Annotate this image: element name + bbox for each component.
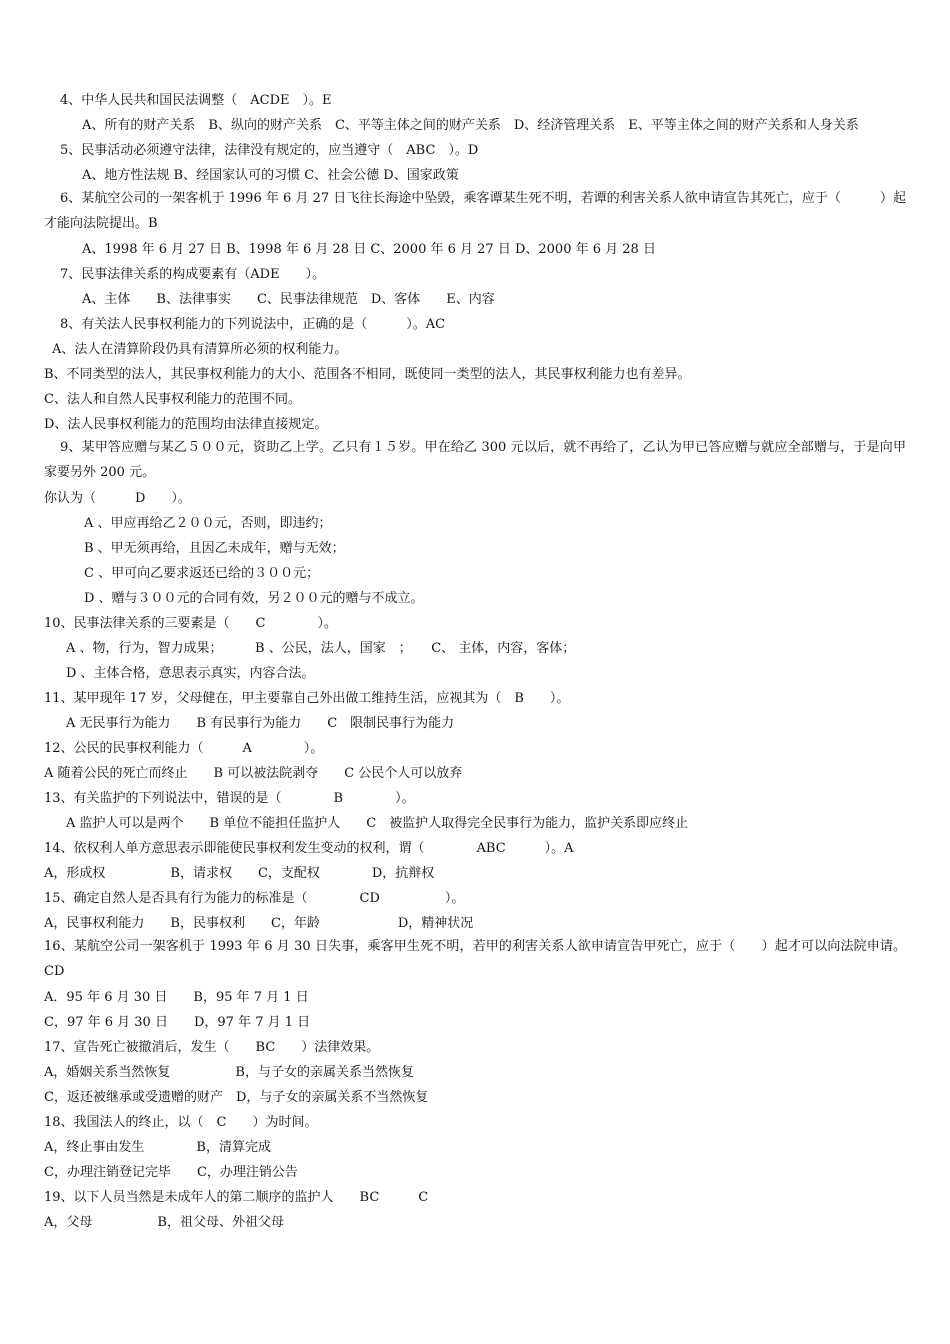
q7-options: A、主体 B、法律事实 C、民事法律规范 D、客体 E、内容: [82, 292, 495, 307]
q8-option-a: A、法人在清算阶段仍具有清算所必须的权利能力。: [52, 342, 348, 357]
q8-option-b: B、不同类型的法人，其民事权利能力的大小、范围各不相同，既使同一类型的法人，其民事权利能力也有差异。: [44, 367, 691, 382]
q9-option-b: B 、甲无须再给，且因乙未成年，赠与无效；: [84, 541, 345, 556]
q12-title: 12、公民的民事权利能力（ A ）。: [44, 741, 324, 756]
q10-option-d: D 、主体合格，意思表示真实，内容合法。: [66, 666, 315, 681]
q13-options: A 监护人可以是两个 B 单位不能担任监护人 C 被监护人取得完全民事行为能力，监护关系即应终止: [66, 816, 689, 831]
q13-title: 13、有关监护的下列说法中，错误的是（ B ）。: [44, 791, 415, 806]
q8-option-d: D、法人民事权利能力的范围均由法律直接规定。: [44, 417, 328, 432]
q15-title: 15、确定自然人是否具有行为能力的标准是（ CD ）。: [44, 891, 465, 906]
q17-options-cd: C，返还被继承或受遗赠的财产 D，与子女的亲属关系不当然恢复: [44, 1090, 429, 1105]
q10-options-abc: A 、物，行为，智力成果； B 、公民，法人，国家 ； C、 主体，内容，客体；: [66, 641, 576, 656]
q16-title: 16、某航空公司一架客机于 1993 年 6 月 30 日失事，乘客甲生死不明，若甲的利害关系人欲申请宣告甲死亡，应于（ ）起才可以向法院申请。CD: [44, 939, 906, 979]
q16-options-cd: C，97 年 6 月 30 日 D，97 年 7 月 1 日: [44, 1015, 311, 1030]
q10-title: 10、民事法律关系的三要素是（ C ）。: [44, 616, 337, 631]
q5-options: A、地方性法规 B、经国家认可的习惯 C、社会公德 D、国家政策: [82, 168, 459, 183]
q16-options-ab: A．95 年 6 月 30 日 B，95 年 7 月 1 日: [44, 990, 309, 1005]
q11-options: A 无民事行为能力 B 有民事行为能力 C 限制民事行为能力: [66, 716, 455, 731]
q19-title: 19、以下人员当然是未成年人的第二顺序的监护人 BC C: [44, 1190, 429, 1205]
q19-options: A，父母 B，祖父母、外祖父母: [44, 1215, 284, 1230]
q6-options: A、1998 年 6 月 27 日 B、1998 年 6 月 28 日 C、2000 年 6 月 27 日 D、2000 年 6 月 28 日: [82, 242, 656, 257]
q18-options-ab: A，终止事由发生 B，清算完成: [44, 1140, 271, 1155]
q18-options-cd: C，办理注销登记完毕 C，办理注销公告: [44, 1165, 298, 1180]
q9-option-a: A 、甲应再给乙２００元，否则，即违约；: [84, 516, 332, 531]
q17-title: 17、宣告死亡被撤消后，发生（ BC ）法律效果。: [44, 1040, 380, 1055]
q4-options: A、所有的财产关系 B、纵向的财产关系 C、平等主体之间的财产关系 D、经济管理关系 E、平等主体之间的财产关系和人身关系: [82, 118, 859, 133]
q17-options-ab: A，婚姻关系当然恢复 B，与子女的亲属关系当然恢复: [44, 1065, 414, 1080]
q9-option-c: C 、甲可向乙要求返还已给的３００元；: [84, 566, 320, 581]
q7-title: 7、民事法律关系的构成要素有（ADE ）。: [60, 267, 326, 282]
q9-title: 9、某甲答应赠与某乙５００元，资助乙上学。乙只有１５岁。甲在给乙 300 元以后，就不再给了，乙认为甲已答应赠与就应全部赠与，于是向甲家要另外 200 元。: [44, 440, 906, 480]
q11-title: 11、某甲现年 17 岁，父母健在，甲主要靠自己外出做工维持生活，应视其为（ B ）。: [44, 691, 570, 706]
q4-title: 4、中华人民共和国民法调整（ ACDE ）。E: [60, 93, 332, 108]
q14-options: A，形成权 B，请求权 C，支配权 D，抗辩权: [44, 866, 435, 881]
q14-title: 14、依权利人单方意思表示即能使民事权利发生变动的权利，谓（ ABC ）。A: [44, 841, 574, 856]
q8-option-c: C、法人和自然人民事权利能力的范围不同。: [44, 392, 301, 407]
q8-title: 8、有关法人民事权利能力的下列说法中，正确的是（ ）。AC: [60, 317, 446, 332]
q18-title: 18、我国法人的终止，以（ C ）为时间。: [44, 1115, 318, 1130]
q9-question: 你认为（ D ）。: [44, 491, 191, 506]
q9-option-d: D 、赠与３００元的合同有效，另２００元的赠与不成立。: [84, 591, 424, 606]
q12-options: A 随着公民的死亡而终止 B 可以被法院剥夺 C 公民个人可以放弃: [44, 766, 463, 781]
q6-title: 6、某航空公司的一架客机于 1996 年 6 月 27 日飞往长海途中坠毁，乘客谭某生死不明，若谭的利害关系人欲申请宣告其死亡，应于（ ）起才能向法院提出。B: [44, 191, 906, 231]
q15-options: A，民事权利能力 B，民事权利 C，年龄 D，精神状况: [44, 916, 474, 931]
q5-title: 5、民事活动必须遵守法律，法律没有规定的，应当遵守（ ABC ）。D: [60, 143, 479, 158]
